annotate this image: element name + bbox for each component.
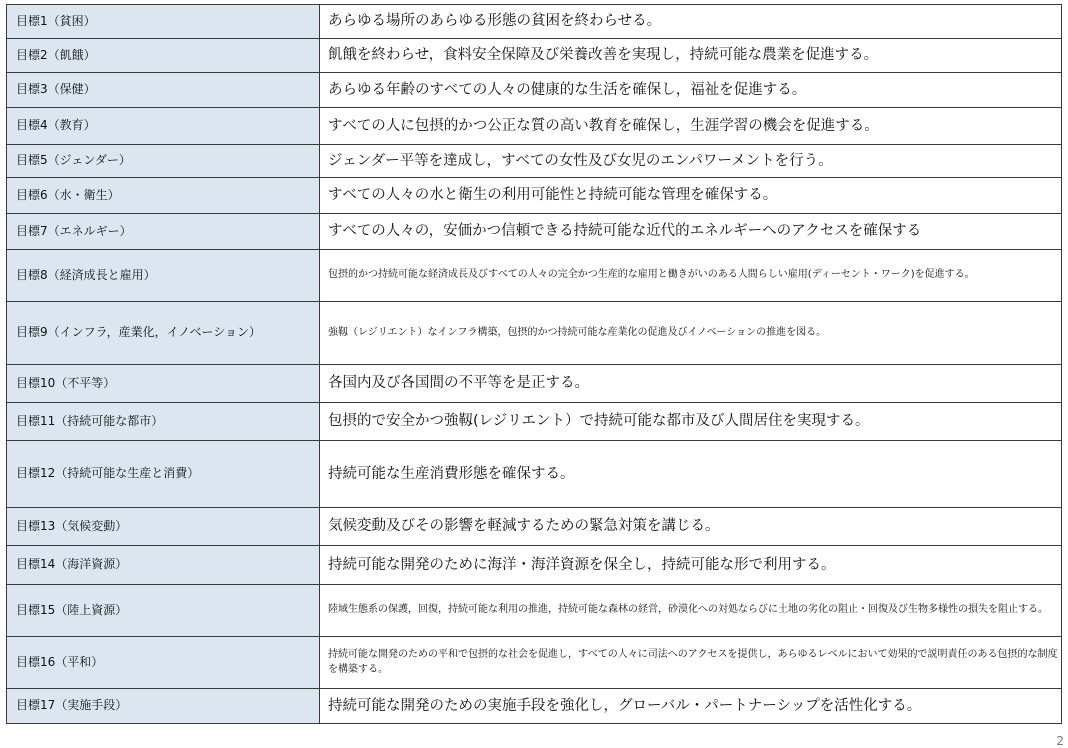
table-row — [7, 39, 1062, 73]
table-row — [7, 441, 1062, 508]
table-row — [7, 250, 1062, 302]
goal-description-cell: 気候変動及びその影響を軽減するための緊急対策を講じる。 — [320, 508, 1062, 546]
table-row — [7, 178, 1062, 214]
table-row — [7, 108, 1062, 145]
goal-description-cell: 包摂的かつ持続可能な経済成長及びすべての人々の完全かつ生産的な雇用と働きがいのある人間らしい雇用(ディーセント・ワーク)を促進する。 — [320, 250, 1062, 302]
page-number: 2 — [1056, 734, 1064, 748]
goal-description-cell: 持続可能な開発のための実施手段を強化し，グローバル・パートナーシップを活性化する。 — [320, 689, 1062, 724]
goal-description-cell: 強靱（レジリエント）なインフラ構築，包摂的かつ持続可能な産業化の促進及びイノベーションの推進を図る。 — [320, 302, 1062, 365]
table-row — [7, 302, 1062, 365]
goal-description-cell: あらゆる年齢のすべての人々の健康的な生活を確保し，福祉を促進する。 — [320, 73, 1062, 108]
goal-name-cell: 目標5（ジェンダー） — [7, 145, 320, 178]
goal-name-cell: 目標15（陸上資源） — [7, 585, 320, 637]
goal-name-cell: 目標1（貧困） — [7, 5, 320, 39]
goal-name-cell: 目標7（エネルギー） — [7, 214, 320, 250]
goal-name-cell: 目標17（実施手段） — [7, 689, 320, 724]
table-row — [7, 689, 1062, 724]
table-row — [7, 546, 1062, 585]
goal-description-cell: すべての人に包摂的かつ公正な質の高い教育を確保し，生涯学習の機会を促進する。 — [320, 108, 1062, 145]
goal-description-cell: 持続可能な生産消費形態を確保する。 — [320, 441, 1062, 508]
table-row — [7, 508, 1062, 546]
goal-description-cell: ジェンダー平等を達成し，すべての女性及び女児のエンパワーメントを行う。 — [320, 145, 1062, 178]
goal-description-cell: 持続可能な開発のために海洋・海洋資源を保全し，持続可能な形で利用する。 — [320, 546, 1062, 585]
goal-name-cell: 目標12（持続可能な生産と消費） — [7, 441, 320, 508]
table-row — [7, 214, 1062, 250]
goal-name-cell: 目標3（保健） — [7, 73, 320, 108]
table-row — [7, 403, 1062, 441]
table-row — [7, 145, 1062, 178]
goal-name-cell: 目標2（飢餓） — [7, 39, 320, 73]
table-row — [7, 365, 1062, 403]
goal-description-cell: すべての人々の，安価かつ信頼できる持続可能な近代的エネルギーへのアクセスを確保する — [320, 214, 1062, 250]
goal-name-cell: 目標13（気候変動） — [7, 508, 320, 546]
goal-description-cell: 陸域生態系の保護，回復，持続可能な利用の推進，持続可能な森林の経営，砂漠化への対処ならびに土地の劣化の阻止・回復及び生物多様性の損失を阻止する。 — [320, 585, 1062, 637]
goal-description-cell: 飢餓を終わらせ，食料安全保障及び栄養改善を実現し，持続可能な農業を促進する。 — [320, 39, 1062, 73]
goal-name-cell: 目標9（インフラ，産業化，イノベーション） — [7, 302, 320, 365]
goal-description-cell: 各国内及び各国間の不平等を是正する。 — [320, 365, 1062, 403]
goal-name-cell: 目標6（水・衛生） — [7, 178, 320, 214]
goal-name-cell: 目標10（不平等） — [7, 365, 320, 403]
sdg-goals-table — [6, 4, 1062, 724]
table-row — [7, 637, 1062, 689]
table-row — [7, 585, 1062, 637]
table-row — [7, 73, 1062, 108]
goal-name-cell: 目標4（教育） — [7, 108, 320, 145]
goal-name-cell: 目標11（持続可能な都市） — [7, 403, 320, 441]
goal-name-cell: 目標8（経済成長と雇用） — [7, 250, 320, 302]
goal-name-cell: 目標16（平和） — [7, 637, 320, 689]
goal-description-cell: 包摂的で安全かつ強靱(レジリエント）で持続可能な都市及び人間居住を実現する。 — [320, 403, 1062, 441]
goal-description-cell: あらゆる場所のあらゆる形態の貧困を終わらせる。 — [320, 5, 1062, 39]
goal-description-cell: 持続可能な開発のための平和で包摂的な社会を促進し，すべての人々に司法へのアクセスを提供し，あらゆるレベルにおいて効果的で説明責任のある包摂的な制度を構築する。 — [320, 637, 1062, 689]
table-row — [7, 5, 1062, 39]
goal-description-cell: すべての人々の水と衛生の利用可能性と持続可能な管理を確保する。 — [320, 178, 1062, 214]
goal-name-cell: 目標14（海洋資源） — [7, 546, 320, 585]
